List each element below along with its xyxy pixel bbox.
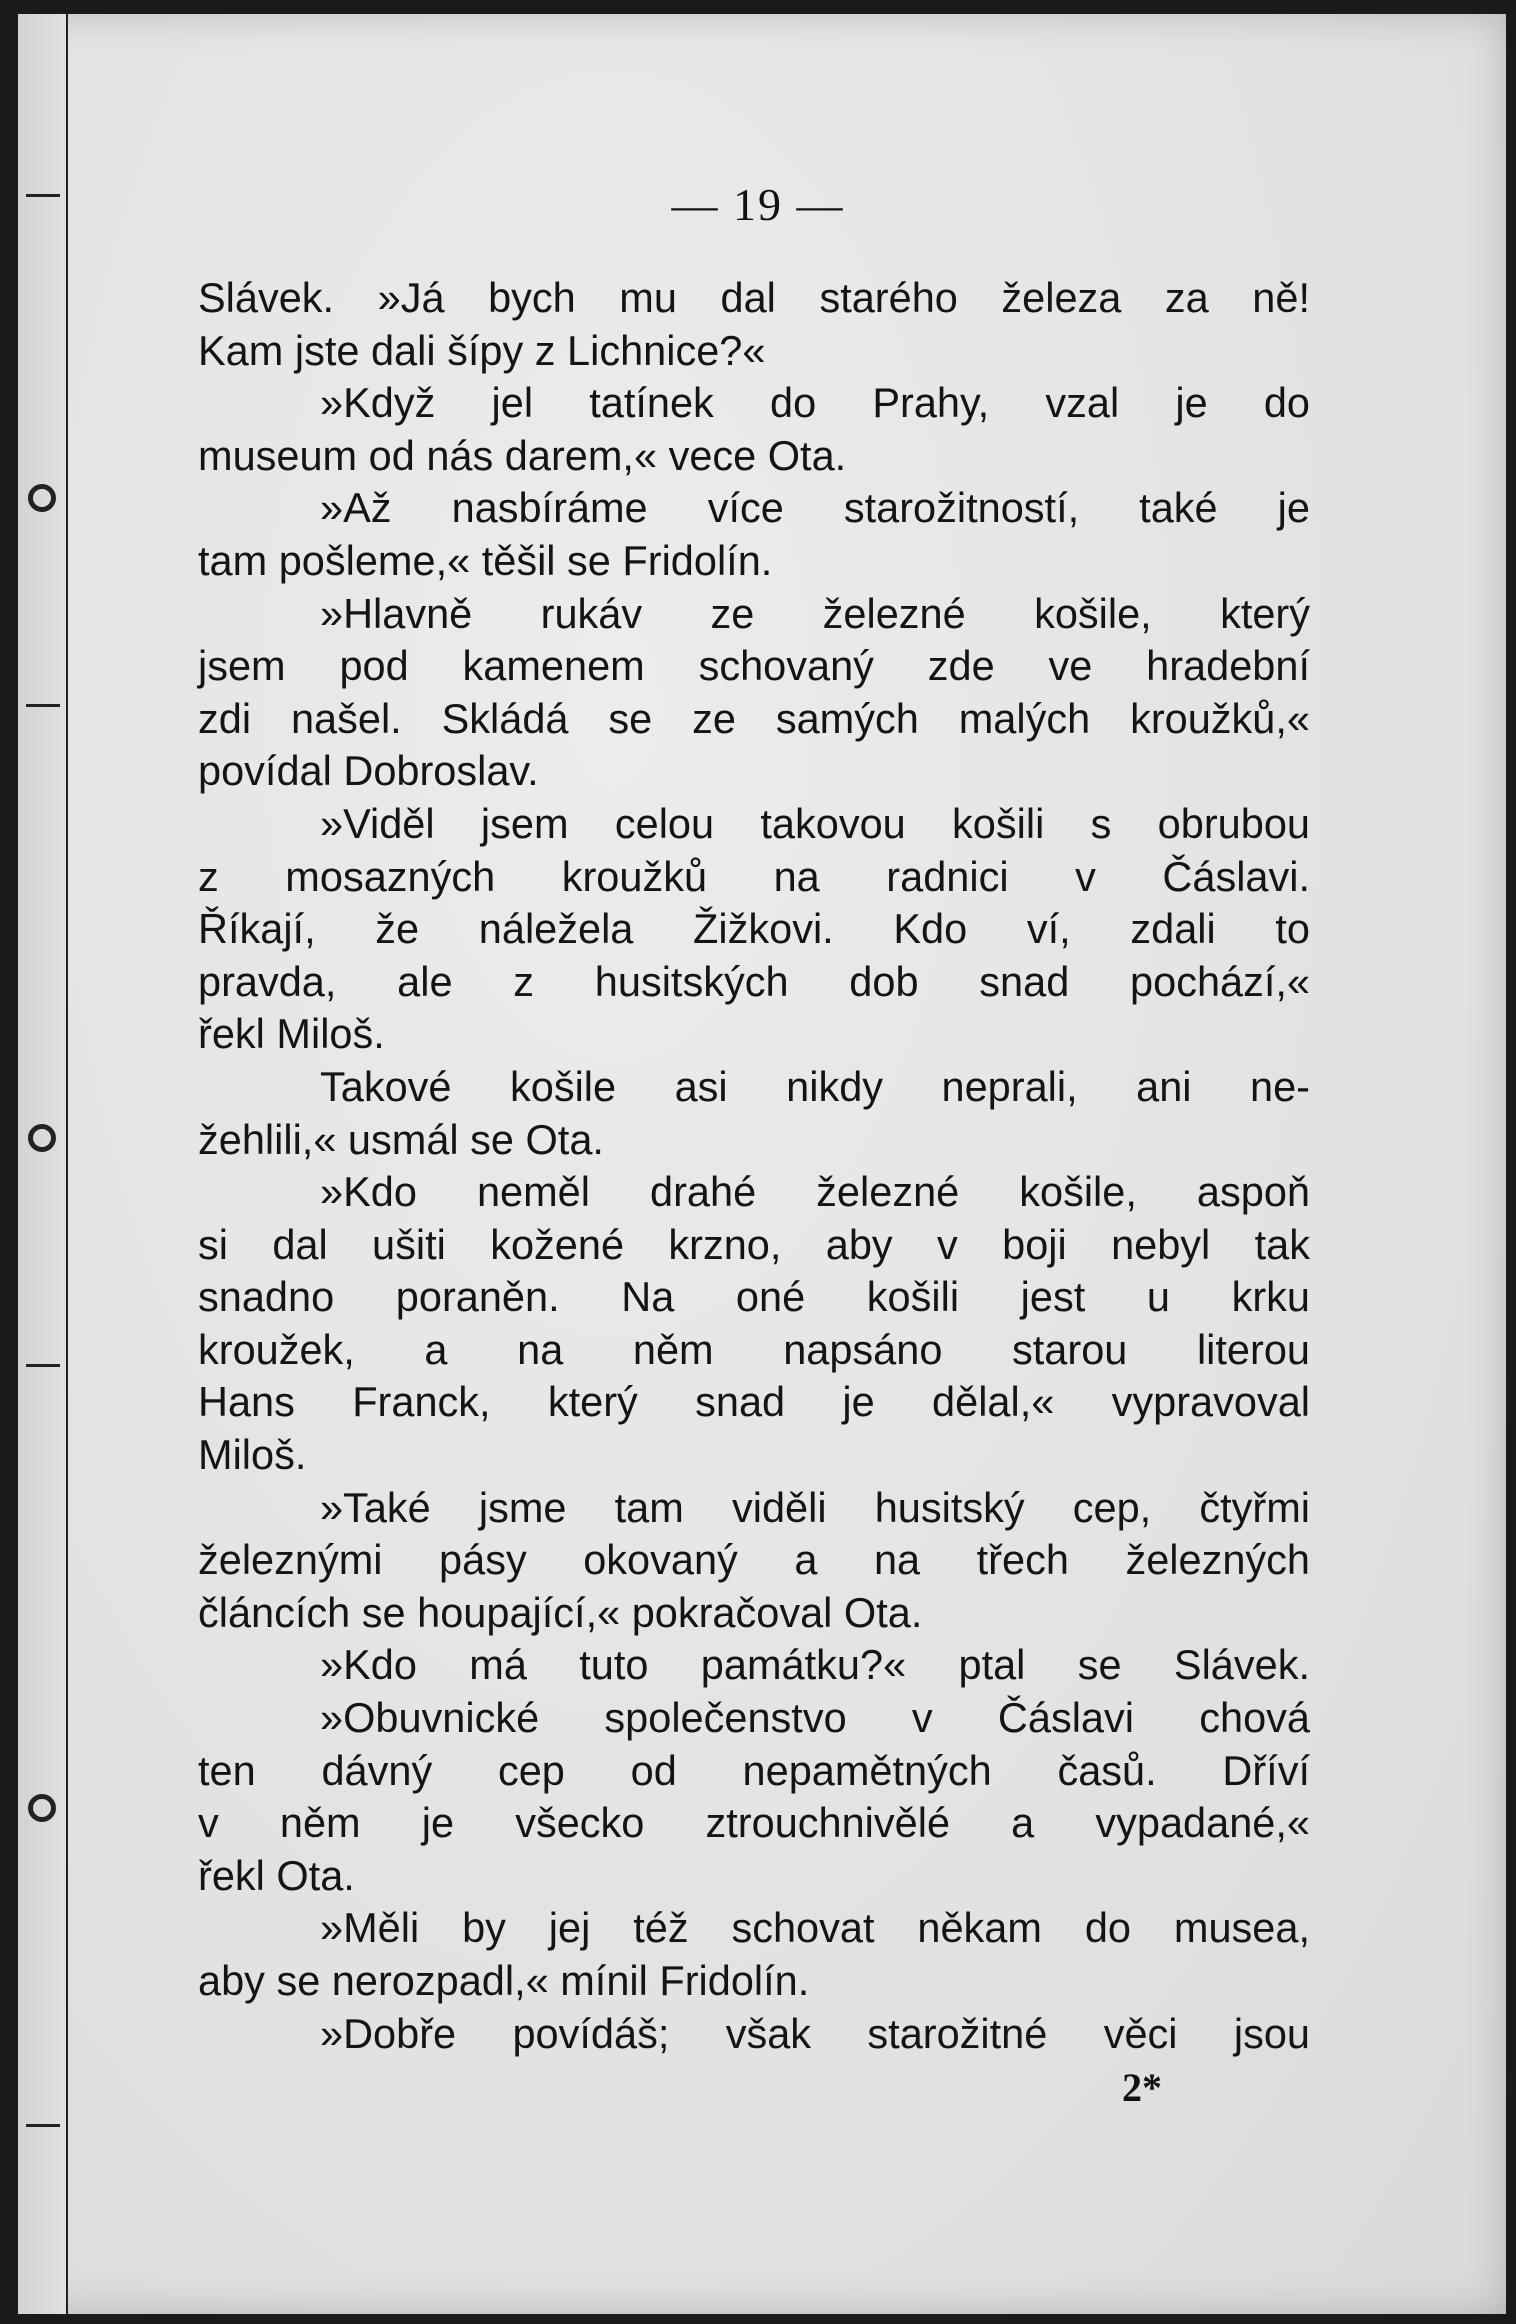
text-line: řekl Miloš. [198,1010,385,1058]
text-line: Hans Franck, který snad je dělal,« vypravoval [198,1378,1310,1426]
text-line: jsem pod kamenem schovaný zde ve hradební [198,642,1310,690]
text-line: v něm je všecko ztrouchnivělé a vypadané,« [198,1799,1310,1847]
text-line: tam pošleme,« těšil se Fridolín. [198,536,773,584]
text-line: Kam jste dali šípy z Lichnice?« [198,326,766,374]
text-line: Slávek. »Já bych mu dal starého železa za ně! [198,274,1310,321]
text-line: »Dobře povídáš; však starožitné věci jsou [320,2009,1310,2057]
binding-knot [28,1124,56,1152]
binding-mark [26,704,60,707]
signature-mark: 2* [1122,2065,1162,2110]
binding-edge [18,14,68,2314]
text-line: železnými pásy okovaný a na třech železných [198,1536,1310,1584]
text-line: museum od nás darem,« vece Ota. [198,431,847,479]
text-line: zdi našel. Skládá se ze samých malých kroužků,« [198,694,1310,742]
text-line: Takové košile asi nikdy neprali, ani ne- [320,1062,1310,1110]
text-line: »Když jel tatínek do Prahy, vzal je do [320,379,1310,427]
text-line: »Měli by jej též schovat někam do musea, [320,1904,1310,1952]
text-line: povídal Dobroslav. [198,747,539,795]
text-line: žehlili,« usmál se Ota. [198,1115,604,1163]
text-line: řekl Ota. [198,1851,355,1899]
binding-mark [26,1364,60,1367]
text-line: »Až nasbíráme více starožitností, také je [320,484,1310,532]
text-line: si dal ušiti kožené krzno, aby v boji nebyl tak [198,1220,1310,1268]
text-line: aby se nerozpadl,« mínil Fridolín. [198,1957,810,2004]
text-line: snadno poraněn. Na oné košili jest u krku [198,1273,1310,1321]
binding-knot [28,1794,56,1822]
body-text [198,272,1310,2060]
text-line: ten dávný cep od nepamětných časů. Dříví [198,1746,1310,1794]
text-line: kroužek, a na něm napsáno starou literou [198,1325,1310,1373]
binding-knot [28,484,56,512]
page-number: — 19 — [671,179,845,230]
text-line: »Kdo má tuto památku?« ptal se Slávek. [320,1641,1310,1689]
text-line: »Také jsme tam viděli husitský cep, čtyřmi [320,1483,1310,1531]
text-line: »Kdo neměl drahé železné košile, aspoň [320,1168,1310,1216]
text-line: Říkají, že náležela Žižkovi. Kdo ví, zdali to [198,905,1310,953]
text-line: pravda, ale z husitských dob snad pochází,« [198,957,1310,1005]
binding-mark [26,2124,60,2127]
text-line: z mosazných kroužků na radnici v Čáslavi. [198,852,1310,900]
text-line: »Hlavně rukáv ze železné košile, který [320,589,1310,637]
text-line: článcích se houpající,« pokračoval Ota. [198,1588,923,1636]
text-line: Miloš. [198,1431,307,1479]
text-line: »Viděl jsem celou takovou košili s obrubou [320,799,1310,847]
text-line: »Obuvnické společenstvo v Čáslavi chová [320,1694,1310,1742]
